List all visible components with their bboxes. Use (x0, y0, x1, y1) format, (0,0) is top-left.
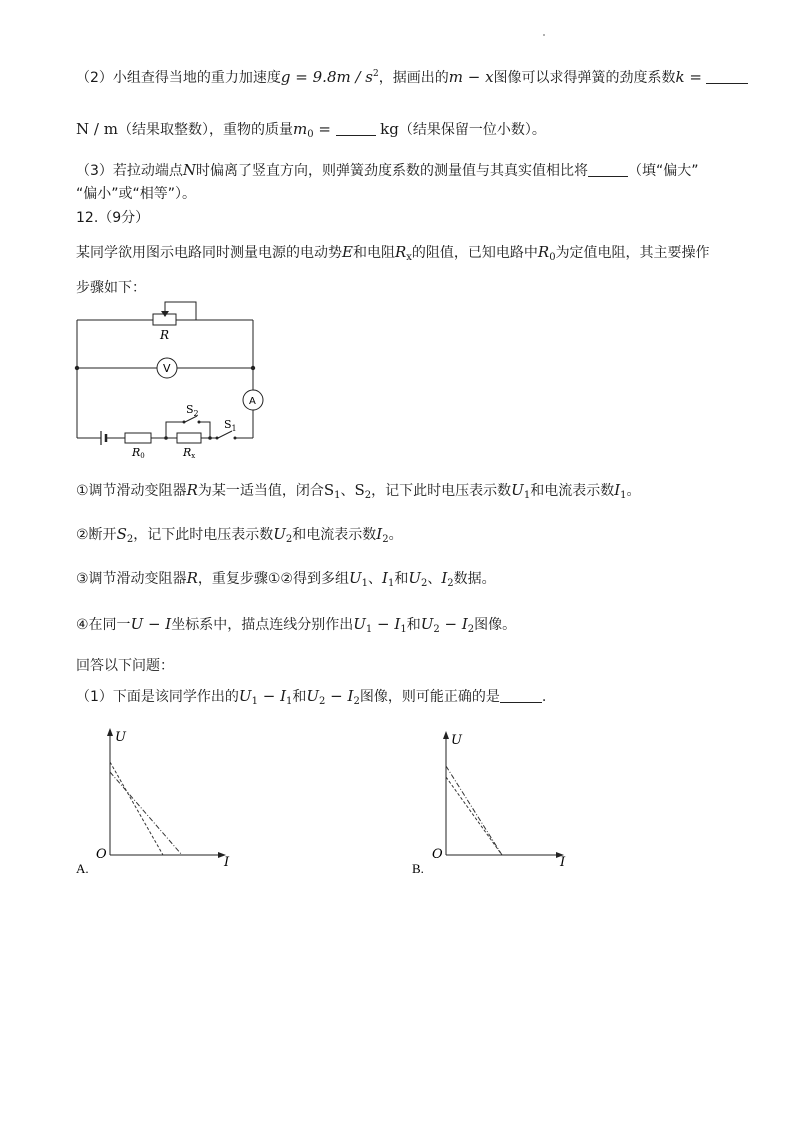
graph-a-x-label: I (224, 855, 230, 870)
step3-text-c: 数据。 (453, 571, 496, 587)
i-letter: I (376, 525, 383, 543)
mass-equals: = (313, 120, 336, 138)
s2-label: $S_2$ (186, 403, 199, 418)
i-sub: 1 (620, 490, 627, 501)
answer-prompt: 回答以下问题： (76, 658, 174, 674)
step1-text-a: ①调节滑动变阻器 (76, 483, 187, 499)
r0-letter: R (537, 243, 550, 261)
graph-b-option-label: B. (412, 861, 424, 876)
gravity-value: g = 9.8m / s (280, 68, 373, 86)
i-letter: I (280, 687, 286, 705)
step4-text-b: 坐标系中，描点连线分别作出 (171, 617, 354, 633)
s1-label: $S_1$ (224, 418, 237, 433)
s-sub: 1 (334, 490, 341, 501)
s-sub: 2 (364, 490, 372, 501)
step3-sep: 、 (368, 571, 382, 587)
graph-b-y-label: U (451, 733, 462, 748)
s-letter: S (354, 481, 365, 499)
i-letter: I (347, 687, 354, 705)
u-sub: 2 (420, 578, 428, 589)
graph-b-line-1 (446, 766, 502, 855)
ammeter-label: A (249, 396, 256, 407)
q11-p3-text4: “偏小”或“相等”）。 (76, 186, 197, 202)
k-expression: k = (675, 68, 702, 86)
r0-label: R0 (132, 446, 145, 460)
i-sub: 1 (400, 624, 407, 635)
sub1-text-a: 下面是该同学作出的 (112, 689, 239, 705)
u-letter: U (420, 615, 434, 633)
q11-p2-text1: 小组查得当地的重力加速度 (112, 70, 281, 86)
graph-a-origin: O (96, 847, 107, 862)
gravity-exponent: 2 (373, 69, 379, 79)
step4-text-c: 图像。 (474, 617, 517, 633)
mass-letter: m (292, 120, 308, 138)
q11-p3-text2: 时偏离了竖直方向，则弹簧劲度系数的测量值与其真实值相比将 (196, 163, 589, 179)
u-letter: U (238, 687, 252, 705)
step1-text-c: ，记下此时电压表示数 (371, 483, 512, 499)
step3-r: R (186, 569, 198, 587)
s-sub: 2 (126, 534, 134, 545)
voltmeter-label: V (163, 362, 171, 375)
m-x-expression: m − x (448, 68, 494, 86)
q11-p2-text4: （结果取整数），重物的质量 (117, 122, 293, 138)
step2-text-b: ，记下此时电压表示数 (133, 527, 274, 543)
step2-text-c: 和电流表示数 (292, 527, 377, 543)
i-sub: 2 (353, 696, 360, 707)
i-sub: 2 (467, 624, 475, 635)
sub1-text-b: 图像，则可能正确的是 (359, 689, 500, 705)
step1-text-e: 。 (626, 483, 641, 499)
u-sub: 2 (285, 534, 293, 545)
u-letter: U (353, 615, 366, 633)
q11-p3-number: （3） (76, 163, 113, 179)
graph-a-y-label: U (115, 730, 126, 745)
sub1-and: 和 (292, 689, 307, 705)
emf-symbol: E (342, 243, 353, 261)
minus: − (257, 687, 281, 705)
q11-p2-number: （2） (76, 70, 113, 86)
r0-subscript: 0 (549, 252, 556, 263)
intro-text3: 的阻值，已知电路中 (411, 245, 538, 261)
step1-text-d: 和电流表示数 (530, 483, 615, 499)
u-sub: 1 (361, 578, 368, 589)
intro-text2: 和电阻 (352, 245, 395, 261)
u-letter: U (511, 481, 524, 499)
step3-text-a: ③调节滑动变阻器 (76, 571, 187, 587)
i-sub: 2 (447, 578, 454, 589)
step3-sep2: 、 (427, 571, 442, 587)
sub1-number: （1） (76, 689, 113, 705)
i-sub: 1 (286, 696, 293, 707)
step1-text-b: 为某一适当值，闭合 (197, 483, 324, 499)
u-letter: U (306, 687, 320, 705)
step4-and: 和 (406, 617, 421, 633)
q11-p2-text3: 图像可以求得弹簧的劲度系数 (493, 70, 676, 86)
i-sub: 1 (387, 578, 395, 589)
q12-header: 12.（9分） (76, 210, 150, 226)
intro-text4: 为定值电阻，其主要操作 (555, 245, 710, 261)
graph-b-x-label: I (560, 855, 566, 870)
graph-b-line-2 (446, 777, 502, 855)
step4-text-a: ④在同一 (76, 617, 131, 633)
s-letter: S (323, 481, 335, 499)
step3-and: 和 (394, 571, 409, 587)
rx-letter: R (394, 243, 407, 261)
intro-text1: 某同学欲用图示电路同时测量电源的电动势 (76, 245, 342, 261)
q11-p3-text1: 若拉动端点 (112, 163, 183, 179)
minus: − (325, 687, 348, 705)
q11-p3-text3: （填“偏大” (628, 163, 699, 179)
u-letter: U (408, 569, 421, 587)
u-letter: U (348, 569, 362, 587)
minus: − (372, 615, 395, 633)
step1-r: R (186, 481, 198, 499)
u-sub: 2 (319, 696, 326, 707)
i-letter: I (461, 615, 468, 633)
sub1-end: . (541, 689, 547, 705)
step2-text-d: 。 (388, 527, 403, 543)
step2-text-a: ②断开 (76, 527, 117, 543)
graph-b-y-arrow (443, 731, 449, 739)
rheostat-label: R (160, 328, 170, 342)
i-letter: I (614, 481, 621, 499)
q12-intro-line2: 步骤如下： (76, 280, 146, 296)
i-letter: I (382, 569, 388, 587)
i-letter: I (394, 615, 401, 633)
minus: − (439, 615, 462, 633)
u-sub: 1 (365, 624, 373, 635)
u-sub: 1 (523, 490, 531, 501)
i-sub: 2 (382, 534, 389, 545)
rx-subscript: x (406, 252, 412, 263)
mass-unit: kg (380, 120, 399, 138)
i-letter: I (441, 569, 448, 587)
stiffness-unit: N / m (76, 120, 118, 138)
step3-text-b: ，重复步骤①②得到多组 (197, 571, 349, 587)
q11-p2-text5: （结果保留一位小数）。 (398, 122, 546, 138)
point-N: N (182, 161, 197, 179)
s-letter: S (116, 525, 127, 543)
rx-label: Rx (183, 446, 196, 460)
q11-p2-text2: ，据画出的 (378, 70, 449, 86)
u-sub: 1 (251, 696, 258, 707)
graph-a-option-label: A. (76, 861, 89, 876)
u-letter: U (273, 525, 286, 543)
mass-subscript: 0 (307, 129, 314, 140)
step4-ui: U − I (130, 615, 172, 633)
u-sub: 2 (433, 624, 440, 635)
graph-b-origin: O (432, 847, 443, 862)
step1-sep: 、 (340, 483, 355, 499)
